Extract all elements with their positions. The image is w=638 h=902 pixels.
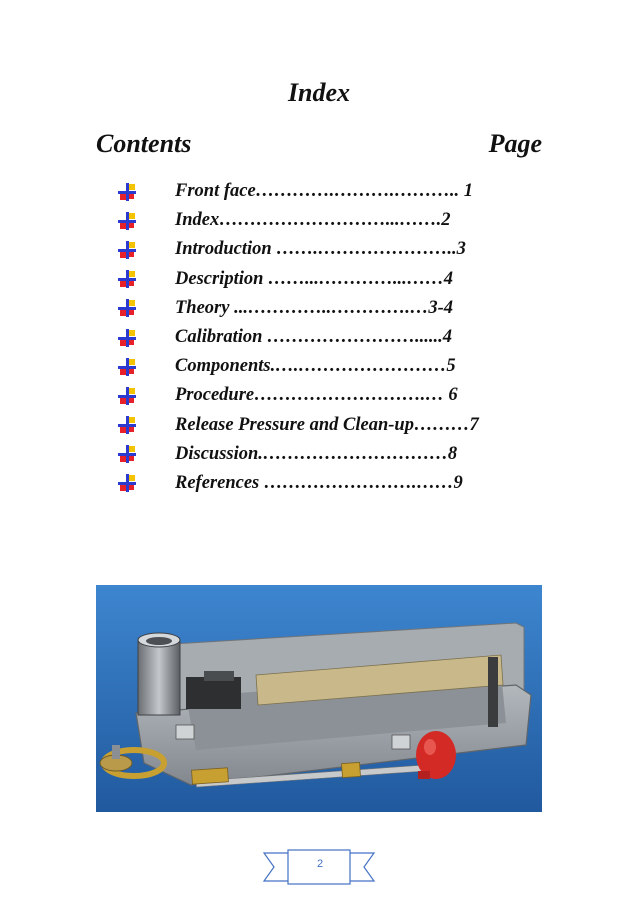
toc-entry-text: Components.….……………………5 xyxy=(175,356,456,377)
bullet-icon xyxy=(117,473,137,493)
bullet-icon xyxy=(117,269,137,289)
bullet-icon xyxy=(117,211,137,231)
toc-item-introduction[interactable] xyxy=(117,235,577,264)
toc-entry-text: Discussion.…………………………8 xyxy=(175,443,458,464)
contents-heading: Contents xyxy=(96,129,192,158)
bullet-icon xyxy=(117,386,137,406)
page-heading: Page xyxy=(488,129,542,158)
toc-entry-text: Calibration ……………………......4 xyxy=(175,327,453,348)
page-title: Index xyxy=(287,78,351,107)
bullet-icon xyxy=(117,240,137,260)
toc-entry-text: Introduction …….…………………..3 xyxy=(175,239,466,260)
page-number: 2 xyxy=(316,858,324,870)
toc-entry-text: Release Pressure and Clean-up………7 xyxy=(175,414,479,435)
bullet-icon xyxy=(117,357,137,377)
toc-entry-text: Description ……...…………...……4 xyxy=(175,268,454,289)
bullet-icon xyxy=(117,328,137,348)
toc-entry-text: References …………………….……9 xyxy=(175,472,463,493)
toc-entry-text: Procedure……………………….… 6 xyxy=(175,385,458,406)
toc-item-discussion[interactable] xyxy=(117,440,577,469)
toc-item-front-face[interactable] xyxy=(117,177,577,206)
bullet-icon xyxy=(117,182,137,202)
toc-item-procedure[interactable] xyxy=(117,381,577,410)
toc-item-release-pressure[interactable] xyxy=(117,411,577,440)
toc-item-index[interactable] xyxy=(117,206,577,235)
toc-item-description[interactable] xyxy=(117,265,577,294)
toc-item-components[interactable] xyxy=(117,352,577,381)
toc-entry-text: Front face………….……….……….. 1 xyxy=(175,181,474,202)
toc-entry-text: Theory ...…………..………….…3-4 xyxy=(175,297,453,318)
toc-entry-text: Index………………………...…….2 xyxy=(175,210,451,231)
bullet-icon xyxy=(117,415,137,435)
bullet-icon xyxy=(117,298,137,318)
toc-item-theory[interactable] xyxy=(117,294,577,323)
apparatus-photo xyxy=(96,585,542,812)
table-of-contents xyxy=(117,177,577,498)
bullet-icon xyxy=(117,444,137,464)
toc-item-references[interactable] xyxy=(117,469,577,498)
toc-item-calibration[interactable] xyxy=(117,323,577,352)
